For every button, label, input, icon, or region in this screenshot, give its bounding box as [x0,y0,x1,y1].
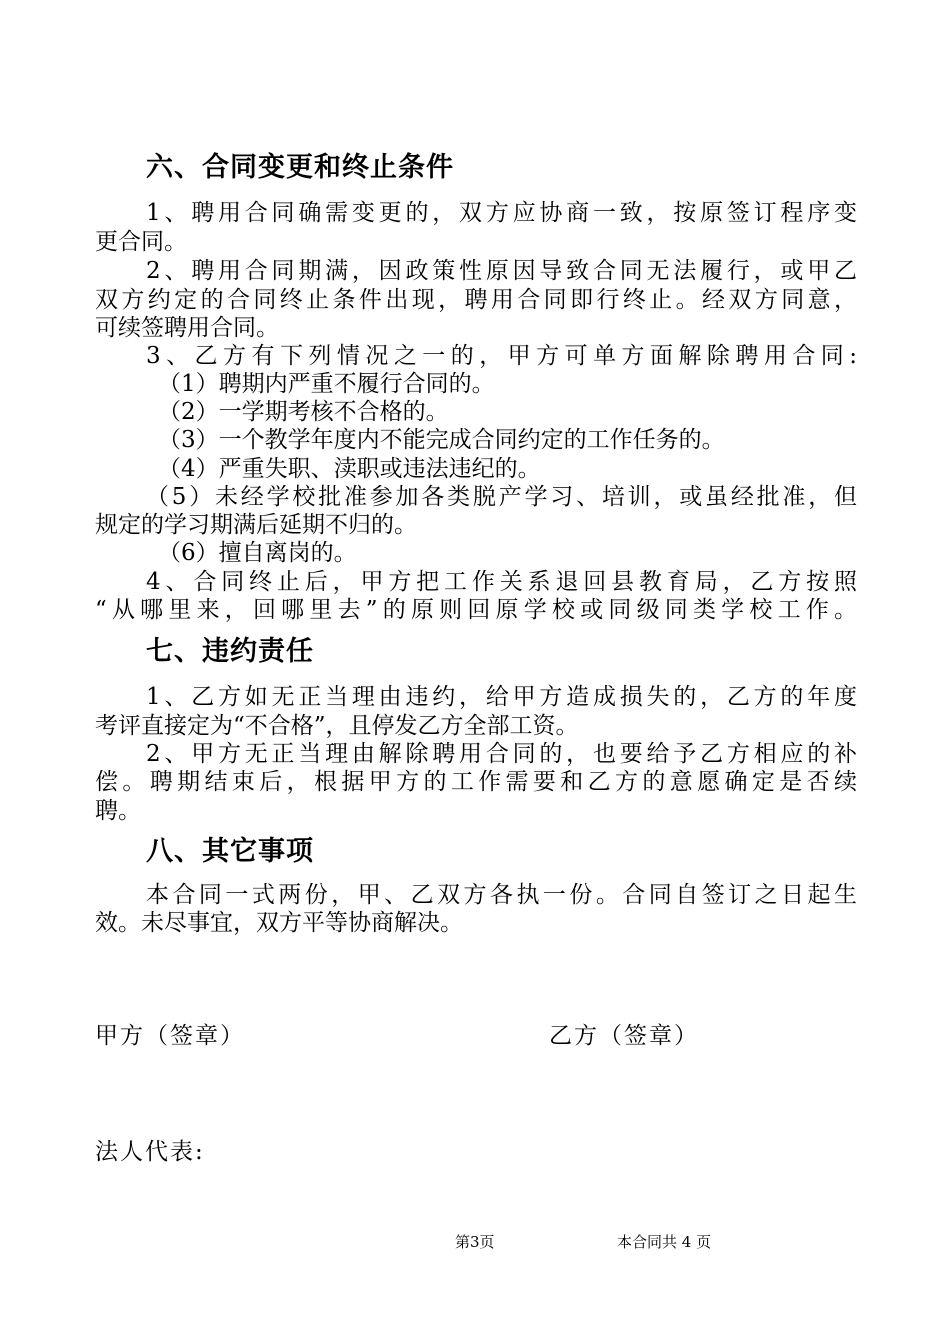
paragraph-line: 效。未尽事宜，双方平等协商解决。 [95,910,463,936]
paragraph-line: 更合同。 [95,229,187,255]
paragraph-line: 1、乙方如无正当理由违约，给甲方造成损失的，乙方的年度 [146,684,857,710]
list-item: （2）一学期考核不合格的。 [158,399,449,425]
paragraph-line: 双方约定的合同终止条件出现，聘用合同即行终止。经双方同意， [95,287,857,313]
section-heading-8: 八、其它事项 [146,836,314,867]
paragraph-line: 聘。 [95,798,141,824]
page-number: 第3页 [455,1233,495,1251]
list-item: （5）未经学校批准参加各类脱产学习、培训，或虽经批准，但 [146,484,857,510]
paragraph-line: “从哪里来，回哪里去”的原则回原学校或同级同类学校工作。 [95,597,857,623]
list-item: （6）擅自离岗的。 [158,540,357,566]
paragraph-line: 2、甲方无正当理由解除聘用合同的，也要给予乙方相应的补 [146,741,857,767]
list-item: （3）一个教学年度内不能完成合同约定的工作任务的。 [158,427,725,453]
paragraph-line: 3、乙方有下列情况之一的，甲方可单方面解除聘用合同: [146,343,857,369]
total-pages: 本合同共 4 页 [617,1233,712,1251]
party-a-signature-label: 甲方（签章） [95,1023,245,1049]
party-b-signature-label: 乙方（签章） [549,1023,699,1049]
section-heading-7: 七、违约责任 [146,636,314,667]
paragraph-line: 可续签聘用合同。 [95,315,279,341]
paragraph-line: 本合同一式两份，甲、乙双方各执一份。合同自签订之日起生 [146,882,857,908]
legal-representative-label: 法人代表: [95,1139,205,1165]
paragraph-line: 1、聘用合同确需变更的，双方应协商一致，按原签订程序变 [146,200,857,226]
paragraph-line: 2、聘用合同期满，因政策性原因导致合同无法履行，或甲乙 [146,258,857,284]
list-item: （1）聘期内严重不履行合同的。 [158,371,495,397]
paragraph-line: 规定的学习期满后延期不归的。 [95,512,417,538]
list-item: （4）严重失职、渎职或违法违纪的。 [158,456,541,482]
paragraph-line: 4、合同终止后，甲方把工作关系退回县教育局，乙方按照 [146,569,857,595]
section-heading-6: 六、合同变更和终止条件 [146,152,454,183]
paragraph-line: 偿。聘期结束后，根据甲方的工作需要和乙方的意愿确定是否续 [95,769,857,795]
paragraph-line: 考评直接定为“不合格”，且停发乙方全部工资。 [95,713,579,739]
